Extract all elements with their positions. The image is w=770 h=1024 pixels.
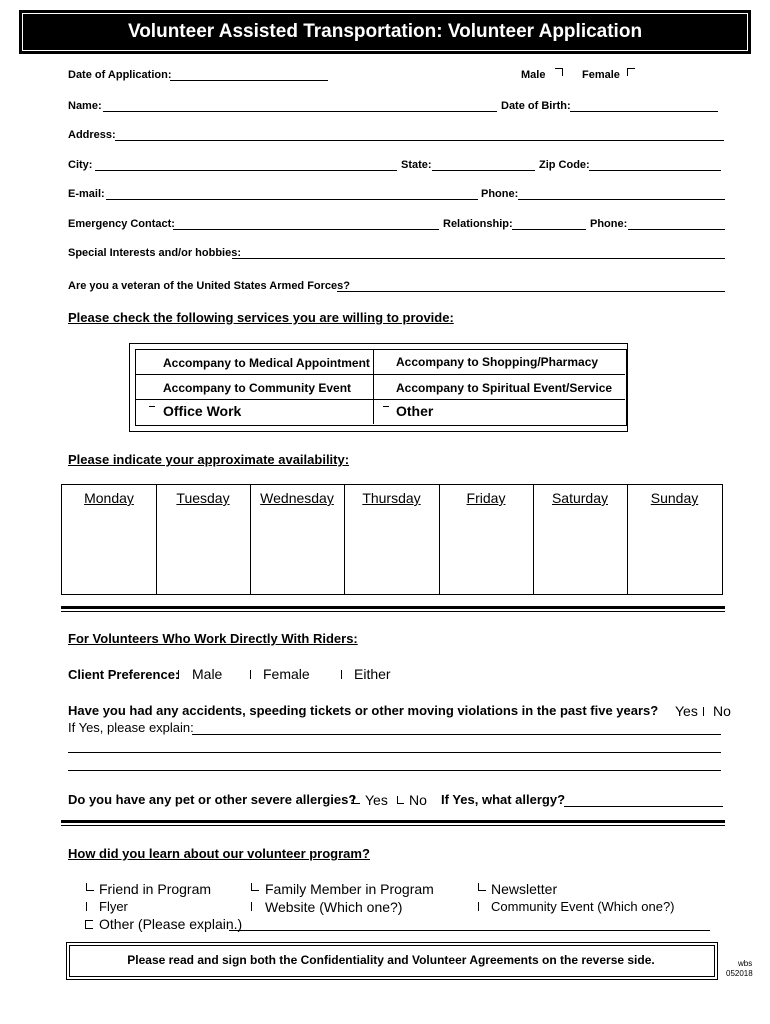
emergency-phone-field[interactable]: [628, 229, 725, 230]
allergy-what-label: If Yes, what allergy?: [441, 792, 566, 807]
zip-field[interactable]: [589, 170, 721, 171]
service-shopping[interactable]: Accompany to Shopping/Pharmacy: [396, 355, 599, 369]
day-label: Wednesday: [260, 490, 334, 506]
male-label: Male: [521, 69, 546, 81]
explain-line[interactable]: [68, 752, 721, 753]
email-field[interactable]: [106, 199, 478, 200]
services-divider: [373, 349, 374, 424]
flyer-checkbox[interactable]: [86, 902, 87, 911]
address-field[interactable]: [115, 140, 724, 141]
community-checkbox[interactable]: [478, 902, 479, 911]
interests-field[interactable]: [232, 258, 725, 259]
day-label: Tuesday: [176, 490, 230, 506]
allergy-yes-label: Yes: [365, 792, 388, 808]
name-field[interactable]: [103, 111, 497, 112]
service-medical[interactable]: Accompany to Medical Appointment: [163, 356, 370, 370]
page-title: Volunteer Assisted Transportation: Volunteer Application: [127, 21, 643, 42]
allergy-no-checkbox[interactable]: [397, 796, 404, 804]
family-label: Family Member in Program: [265, 881, 434, 897]
flyer-label: Flyer: [99, 899, 128, 914]
day-label: Thursday: [362, 490, 421, 506]
allergy-question: Do you have any pet or other severe allergies?: [68, 792, 357, 807]
section-divider: [61, 820, 725, 823]
other-learn-label: Other (Please explain.): [99, 916, 243, 932]
day-friday[interactable]: [439, 485, 534, 594]
day-tuesday[interactable]: [156, 485, 251, 594]
allergy-no-label: No: [409, 792, 427, 808]
website-checkbox[interactable]: [251, 902, 252, 911]
newsletter-label: Newsletter: [491, 881, 558, 897]
other-checkbox[interactable]: [383, 406, 389, 407]
phone-field[interactable]: [518, 199, 725, 200]
accidents-no-label: No: [713, 703, 731, 719]
newsletter-checkbox[interactable]: [478, 883, 486, 891]
day-thursday[interactable]: [344, 485, 440, 594]
footer-date-code: 052018: [726, 969, 753, 978]
services-heading: Please check the following services you are willing to provide:: [68, 310, 454, 325]
friend-checkbox[interactable]: [86, 883, 94, 891]
footer-code: wbs: [738, 959, 753, 968]
allergy-field[interactable]: [564, 806, 723, 807]
client-either-checkbox[interactable]: [341, 670, 342, 679]
state-field[interactable]: [432, 170, 535, 171]
day-monday[interactable]: [62, 485, 157, 594]
dob-label: Date of Birth:: [501, 100, 571, 112]
learn-heading: How did you learn about our volunteer program?: [68, 846, 370, 861]
day-label: Monday: [84, 490, 134, 506]
dob-field[interactable]: [570, 111, 718, 112]
service-other[interactable]: Other: [396, 403, 434, 419]
emergency-contact-label: Emergency Contact:: [68, 218, 175, 230]
phone-label: Phone:: [481, 188, 519, 200]
female-checkbox[interactable]: [627, 68, 635, 76]
client-female-label: Female: [263, 666, 310, 682]
website-label: Website (Which one?): [265, 899, 403, 915]
emergency-phone-label: Phone:: [590, 218, 628, 230]
client-male-label: Male: [192, 666, 223, 682]
address-label: Address:: [68, 129, 116, 141]
allergy-yes-checkbox[interactable]: [353, 796, 360, 804]
office-work-checkbox[interactable]: [149, 406, 155, 407]
service-spiritual[interactable]: Accompany to Spiritual Event/Service: [396, 381, 613, 395]
accidents-question: Have you had any accidents, speeding tickets or other moving violations in the past five years?: [68, 703, 659, 718]
relationship-field[interactable]: [512, 229, 586, 230]
client-female-checkbox[interactable]: [250, 670, 251, 679]
notice-text: Please read and sign both the Confidentiality and Volunteer Agreements on the reverse side.: [127, 953, 655, 967]
service-office-work[interactable]: Office Work: [163, 403, 242, 419]
state-label: State:: [401, 159, 432, 171]
availability-heading: Please indicate your approximate availability:: [68, 452, 350, 467]
female-label: Female: [582, 69, 620, 81]
service-community-event[interactable]: Accompany to Community Event: [163, 381, 352, 395]
section-divider: [61, 606, 725, 609]
day-label: Saturday: [551, 490, 609, 506]
other-explain-field[interactable]: [229, 930, 710, 931]
date-of-application-label: Date of Application:: [68, 69, 172, 81]
email-label: E-mail:: [68, 188, 105, 200]
accidents-no-checkbox[interactable]: [703, 707, 704, 716]
veteran-label: Are you a veteran of the United States Armed Forces?: [68, 280, 350, 292]
section-divider: [61, 825, 725, 826]
explain-line[interactable]: [68, 770, 721, 771]
day-label: Sunday: [650, 490, 699, 506]
city-label: City:: [68, 159, 93, 171]
male-checkbox[interactable]: [555, 68, 563, 76]
if-yes-explain-label: If Yes, please explain:: [68, 720, 194, 735]
services-divider: [135, 374, 625, 375]
day-saturday[interactable]: [533, 485, 628, 594]
client-preference-label: Client Preference:: [68, 667, 180, 682]
city-field[interactable]: [95, 170, 397, 171]
family-checkbox[interactable]: [251, 883, 259, 891]
services-grid: [135, 349, 625, 424]
availability-table: [61, 484, 723, 595]
friend-label: Friend in Program: [99, 881, 212, 897]
accidents-yes-label: Yes: [675, 703, 698, 719]
day-sunday[interactable]: [627, 485, 722, 594]
other-learn-checkbox[interactable]: [85, 920, 93, 929]
day-label: Friday: [466, 490, 506, 506]
date-of-application-field[interactable]: [170, 80, 328, 81]
section-divider: [61, 611, 725, 612]
zip-label: Zip Code:: [539, 159, 590, 171]
client-male-checkbox[interactable]: [178, 670, 179, 679]
relationship-label: Relationship:: [443, 218, 513, 230]
day-wednesday[interactable]: [250, 485, 345, 594]
community-label: Community Event (Which one?): [491, 899, 675, 914]
services-divider: [135, 399, 625, 400]
title-bar: [19, 10, 751, 54]
emergency-contact-field[interactable]: [173, 229, 439, 230]
explain-line[interactable]: [192, 734, 721, 735]
riders-heading: For Volunteers Who Work Directly With Riders:: [68, 631, 358, 646]
veteran-field[interactable]: [337, 291, 725, 292]
name-label: Name:: [68, 100, 102, 112]
interests-label: Special Interests and/or hobbies:: [68, 247, 241, 259]
client-either-label: Either: [354, 666, 391, 682]
